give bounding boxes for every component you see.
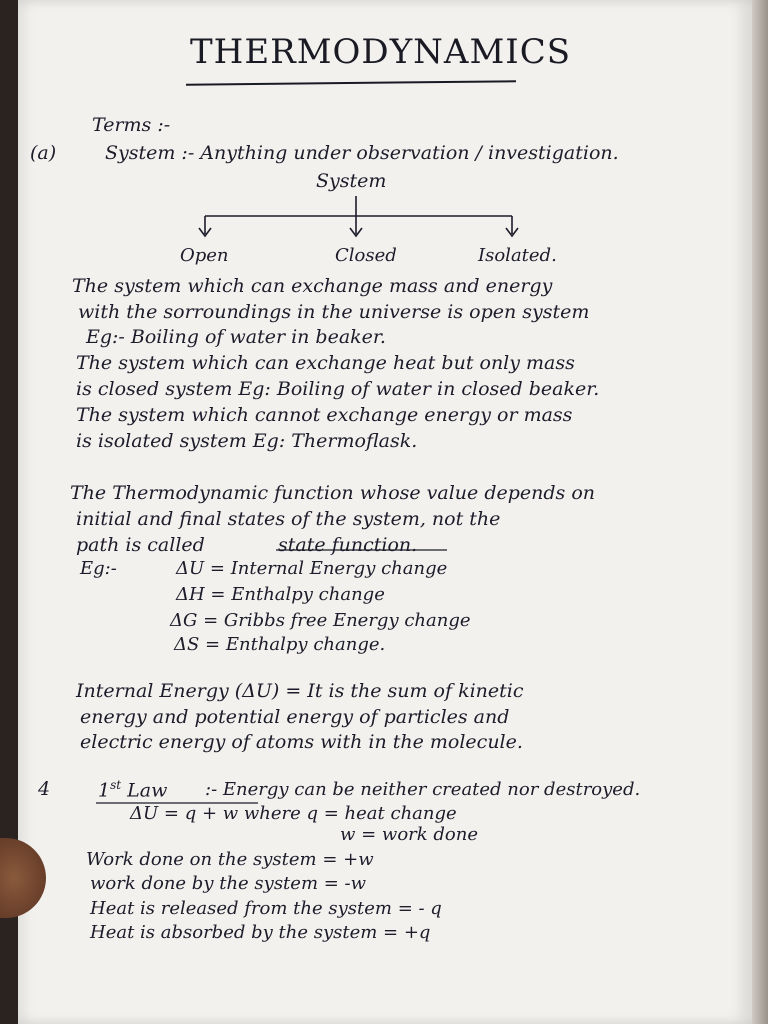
example-delta-h: ΔH = Enthalpy change <box>176 584 385 605</box>
tree-closed: Closed <box>335 245 397 266</box>
sign-heat-absorbed: Heat is absorbed by the system = +q <box>90 922 431 943</box>
law-marker: 4 <box>38 778 51 800</box>
system-definition: System :- Anything under observation / investigation. <box>105 142 619 164</box>
isolated-system-line-1: The system which cannot exchange energy or mass <box>76 404 573 426</box>
state-function-line-1: The Thermodynamic function whose value depends on <box>70 482 596 504</box>
internal-energy-line-3: electric energy of atoms with in the molecule. <box>80 731 523 753</box>
closed-system-line-1: The system which can exchange heat but only mass <box>76 352 575 374</box>
sign-heat-released: Heat is released from the system = - q <box>90 898 442 919</box>
open-system-line-2: with the sorroundings in the universe is open system <box>78 301 590 323</box>
state-function-line-3: path is called <box>76 534 205 556</box>
tree-root: System <box>316 170 387 192</box>
first-law-superscript: st <box>110 778 122 792</box>
first-law-text: :- Energy can be neither created nor destroyed. <box>205 779 641 800</box>
first-law-equation: ΔU = q + w where q = heat change <box>130 803 457 824</box>
example-delta-s: ΔS = Enthalpy change. <box>174 634 386 655</box>
sign-work-by: work done by the system = -w <box>90 873 367 894</box>
page-title: THERMODYNAMICS <box>190 32 571 72</box>
example-delta-u: ΔU = Internal Energy change <box>176 558 448 579</box>
open-system-line-1: The system which can exchange mass and energy <box>72 275 553 297</box>
sign-work-on: Work done on the system = +w <box>86 849 374 870</box>
tree-isolated: Isolated. <box>478 245 557 266</box>
examples-label: Eg:- <box>80 558 117 579</box>
isolated-system-line-2: is isolated system Eg: Thermoflask. <box>76 430 418 452</box>
state-function-line-2: initial and final states of the system, not the <box>76 508 501 530</box>
tree-open: Open <box>180 245 229 266</box>
first-law-equation-w: w = work done <box>340 824 479 845</box>
closed-system-line-2: is closed system Eg: Boiling of water in closed beaker. <box>76 378 600 400</box>
open-system-line-3: Eg:- Boiling of water in beaker. <box>86 326 386 348</box>
terms-heading: Terms :- <box>92 114 171 136</box>
internal-energy-line-1: Internal Energy (ΔU) = It is the sum of kinetic <box>76 680 524 702</box>
example-delta-g: ΔG = Gribbs free Energy change <box>170 610 471 631</box>
first-law-label: 1st Law <box>98 778 168 802</box>
state-function-term: state function. <box>278 534 418 556</box>
internal-energy-line-2: energy and potential energy of particles and <box>80 706 510 728</box>
item-marker-a: (a) <box>30 142 57 164</box>
